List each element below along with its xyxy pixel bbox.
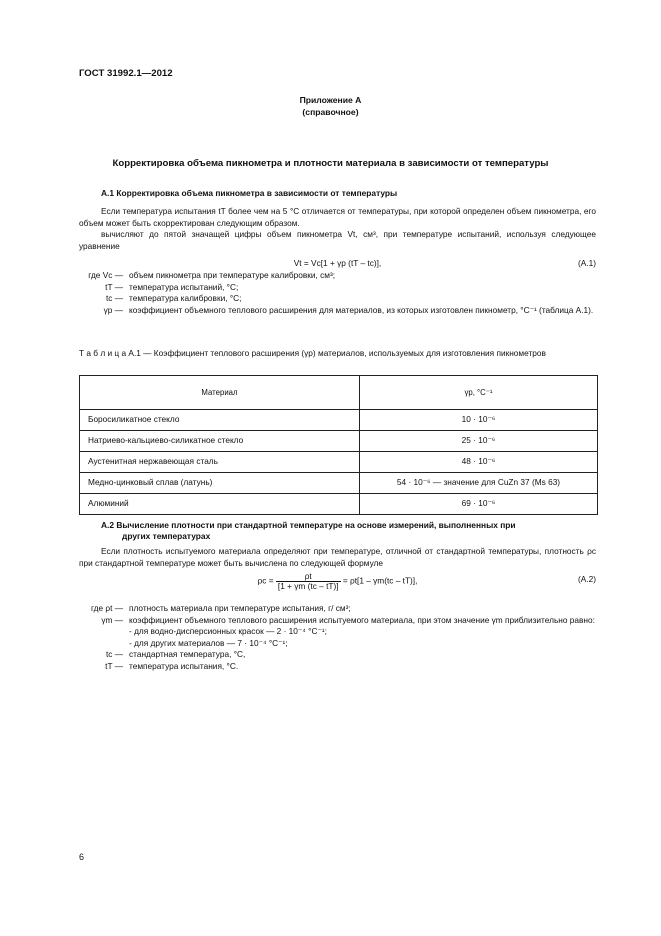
definition-text: - для других материалов — 7 · 10⁻⁴ °С⁻¹; (129, 637, 288, 648)
definition-key: tc — (105, 293, 123, 303)
equation-a2 (79, 572, 596, 596)
table-row (80, 431, 598, 452)
page-title: Корректировка объема пикнометра и плотности материала в зависимости от температуры (112, 158, 549, 169)
definition-row (79, 626, 596, 638)
table-row (80, 494, 598, 515)
definition-row (79, 638, 596, 650)
section-a1-para2: вычисляют до пятой значащей цифры объем пикнометра Vt, см³, при температуре испытаний, используя следующее уравнение (79, 229, 596, 251)
definition-row (79, 305, 596, 317)
document-code: ГОСТ 31992.1—2012 (79, 68, 173, 79)
definition-text: - для водно-дисперсионных красок — 2 · 10⁻⁴ °С⁻¹; (129, 626, 327, 636)
table-row (80, 410, 598, 431)
equation-a2-rhs: = ρt[1 – γm(tc – tT)], (342, 575, 418, 586)
table-header-coefficient: γp, °С⁻¹ (360, 376, 598, 410)
equation-a2-fraction (276, 572, 341, 591)
definition-text: стандартная температура, °С, (129, 649, 246, 659)
page-number: 6 (79, 852, 85, 862)
equation-a2-formula (79, 572, 596, 591)
table-cell-value: 25 · 10⁻⁶ (360, 431, 598, 452)
appendix-note: (справочное) (302, 107, 359, 117)
definition-key: tT — (105, 660, 123, 671)
table-cell-material: Боросиликатное стекло (80, 410, 360, 431)
thermal-expansion-table (79, 375, 598, 515)
definition-row (79, 649, 596, 661)
definition-row (79, 615, 596, 627)
section-a1-para1: Если температура испытания tT более чем на 5 °С отличается от температуры, при которой определен объем пикнометра, его объем может быть скорректирован следующим образом. (79, 206, 596, 228)
equation-a1-number: (А.1) (578, 258, 596, 268)
table-cell-material: Алюминий (80, 494, 360, 515)
section-a2-definitions (79, 603, 596, 672)
definition-text: плотность материала при температуре испытания, г/ см³; (129, 603, 351, 613)
definition-text: коэффициент объемного теплового расширения испытуемого материала, при этом значение γm приблизительно равно: (129, 614, 595, 625)
definition-row (79, 293, 596, 305)
table-cell-material: Медно-цинковый сплав (латунь) (80, 473, 360, 494)
definition-row (79, 282, 596, 294)
section-a2-para1: Если плотность испытуемого материала определяют при температуре, отличной от стандартной температуры, плотность ρc при стандартной температуре может быть вычислена по следующей формуле (79, 546, 596, 568)
definition-row (79, 661, 596, 673)
definition-row (79, 270, 596, 282)
appendix-label: Приложение А (299, 95, 362, 105)
table-cell-value: 10 · 10⁻⁶ (360, 410, 598, 431)
section-a2-heading-line2: других температурах (122, 531, 211, 541)
definition-key: где Vc — (88, 270, 123, 280)
table-cell-material: Натриево-кальциево-силикатное стекло (80, 431, 360, 452)
equation-a2-denominator: [1 + γm (tc – tT)] (277, 581, 339, 591)
table-caption: Т а б л и ц а А.1 — Коэффициент теплового расширения (γp) материалов, используемых для изготовления пикнометров (79, 348, 546, 358)
equation-a2-numerator: ρt (276, 572, 341, 582)
table-cell-value: 69 · 10⁻⁶ (360, 494, 598, 515)
table-cell-material: Аустенитная нержавеющая сталь (80, 452, 360, 473)
section-a1-heading: А.1 Корректировка объема пикнометра в зависимости от температуры (101, 188, 398, 198)
definition-text: температура испытаний, °С; (129, 281, 239, 292)
definition-key: γm — (101, 614, 123, 625)
table-row (80, 452, 598, 473)
equation-a1-formula: Vt = Vc[1 + γp (tT – tc)], (293, 258, 382, 268)
definition-key: γp — (103, 304, 123, 315)
section-a1-definitions (79, 270, 596, 316)
table-header-row (80, 376, 598, 410)
table-row (80, 473, 598, 494)
definition-text: объем пикнометра при температуре калибровки, см³; (129, 270, 336, 280)
definition-text: температура испытания, °С. (129, 660, 239, 671)
definition-key: tc — (105, 649, 123, 659)
equation-a2-lhs: ρc = (257, 575, 274, 586)
equation-a2-number: (А.2) (578, 574, 596, 584)
definition-row (79, 603, 596, 615)
table-header-material: Материал (80, 376, 360, 410)
definition-key: где ρt — (90, 603, 123, 613)
section-a2-heading-line1: А.2 Вычисление плотности при стандартной температуре на основе измерений, выполненных при (101, 520, 516, 530)
definition-text: температура калибровки, °С; (129, 293, 242, 303)
table-cell-value: 54 · 10⁻⁶ — значение для CuZn 37 (Ms 63) (360, 473, 598, 494)
definition-key: tT — (105, 281, 123, 292)
definition-text: коэффициент объемного теплового расширения для материалов, из которых изготовлен пикнометр, °С⁻¹ (таблица А.1). (129, 304, 594, 315)
table-cell-value: 48 · 10⁻⁶ (360, 452, 598, 473)
